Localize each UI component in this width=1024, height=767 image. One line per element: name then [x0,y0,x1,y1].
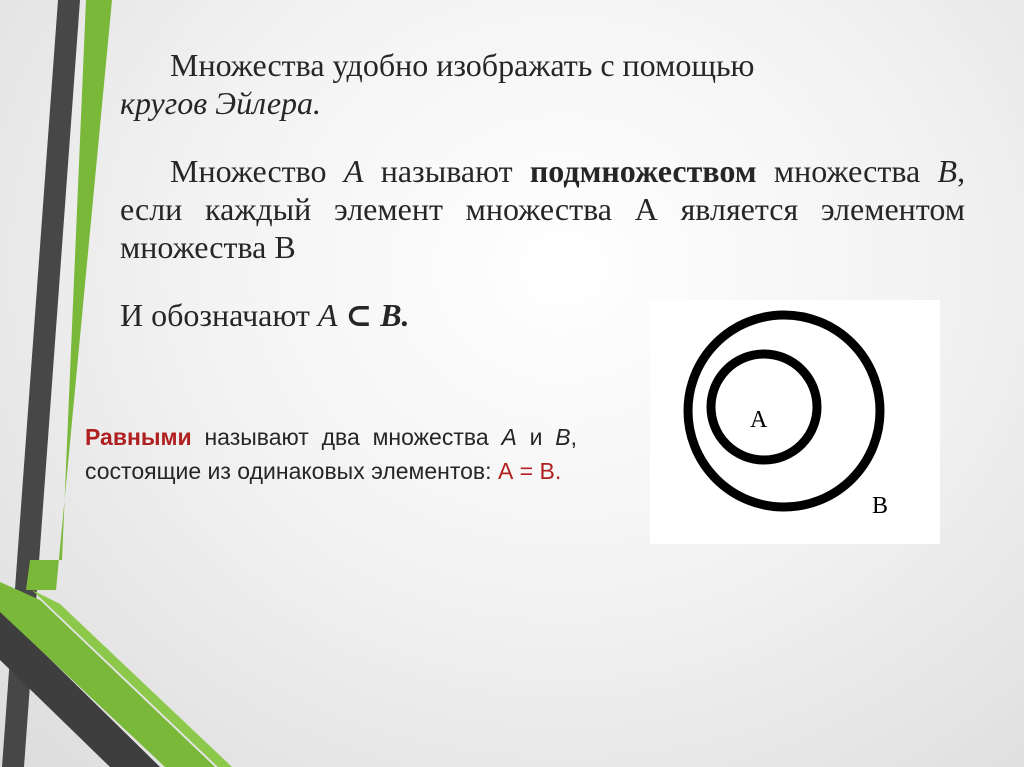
intro-italic-text: кругов Эйлера. [120,85,322,121]
equal-set-b: В [555,424,571,450]
notation-subset-symbol: ⊂ [345,297,373,333]
notation-set-a: А [317,297,338,333]
subset-definition [120,152,965,266]
euler-diagram-svg [650,300,940,544]
equal-set-a: А [501,424,517,450]
equal-text-1: называют два множества [204,424,489,450]
subset-text-3: множества [773,153,921,189]
notation-text: И обозначают [120,297,310,333]
equality-definition [85,420,577,488]
subset-text-2: называют [380,153,513,189]
notation-line [120,296,410,334]
equal-text-3: , состоящие из одинаковых элементов: [85,424,577,484]
label-b: В [872,493,889,519]
outer-circle-b [688,315,880,507]
equal-formula: А = В. [497,458,562,484]
subset-set-b: В [937,153,958,189]
subset-set-a: А [343,153,364,189]
subset-text-1: Множество [170,153,327,189]
subset-term: подмножеством [529,153,757,189]
subset-text-4: , если каждый элемент множества А является элементом множества В [120,153,966,265]
intro-main-text: Множества удобно изображать с помощью [170,47,755,83]
intro-paragraph [120,46,965,122]
equal-text-2: и [529,424,543,450]
label-a: А [750,407,768,433]
equal-term: Равными [85,424,192,450]
notation-set-b: В. [380,297,410,333]
euler-diagram [650,300,940,544]
